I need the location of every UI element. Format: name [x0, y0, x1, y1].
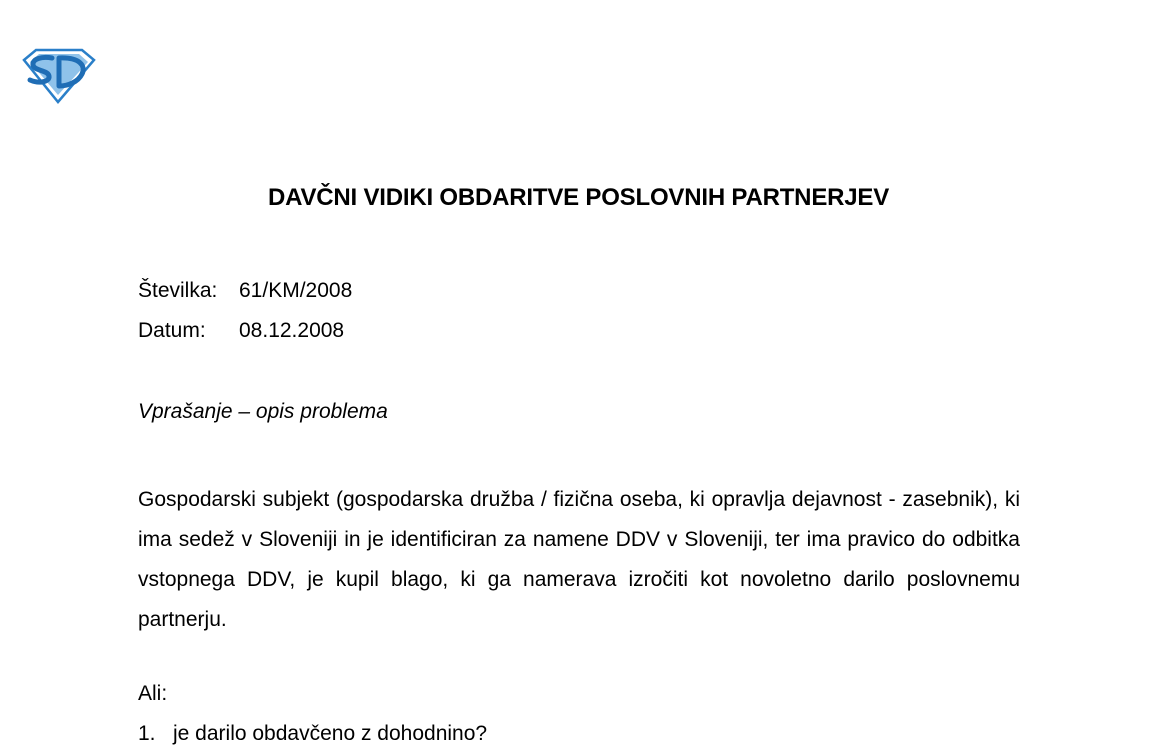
problem-paragraph: Gospodarski subjekt (gospodarska družba / fizična oseba, ki opravlja dejavnost - zasebnik), ki ima sedež v Sloveniji in je identificiran za namene DDV v Sloveniji, ter ima pravico do odbitka vstopnega DDV, je kupil blago, ki ga namerava izročiti kot novoletno darilo poslovnemu partnerju.: [138, 488, 1020, 631]
document-number-row: [138, 279, 352, 303]
document-title: DAVČNI VIDIKI OBDARITVE POSLOVNIH PARTNERJEV: [267, 184, 890, 211]
document-date-value: 08.12.2008: [239, 319, 345, 342]
list-item-text: je darilo obdavčeno z dohodnino?: [173, 722, 488, 745]
ali-label: Ali:: [138, 682, 168, 705]
document-number-value: 61/KM/2008: [239, 279, 353, 302]
section-heading: Vprašanje – opis problema: [138, 400, 388, 423]
document-date-label: Datum:: [138, 319, 206, 342]
document-number-label: Številka:: [138, 279, 218, 302]
list-item: [138, 722, 487, 746]
sd-logo: [22, 46, 96, 104]
sd-shield-logo-icon: [22, 46, 96, 104]
list-item-number: 1.: [138, 722, 156, 745]
document-date-row: [138, 319, 344, 343]
